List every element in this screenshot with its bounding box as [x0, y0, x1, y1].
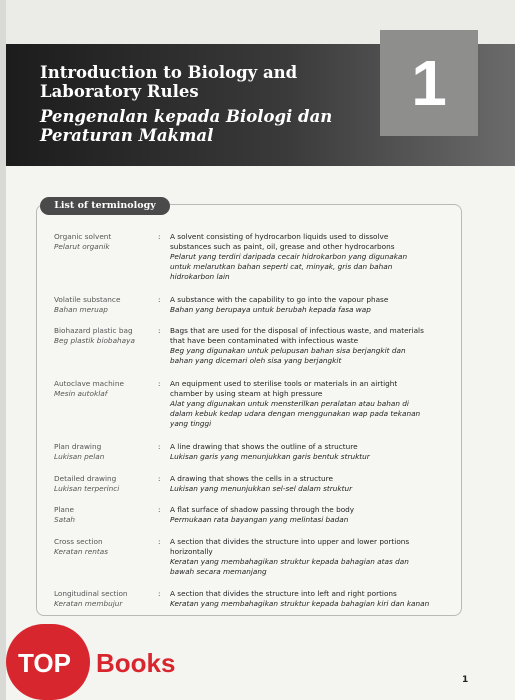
- definition-malay-line: dalam kebuk kedap udara dengan menggunakan wap pada tekanan: [170, 409, 421, 418]
- definition-malay-line: untuk melarutkan bahan seperti cat, minyak, gris dan bahan: [170, 262, 393, 271]
- textbook-page: [6, 0, 515, 700]
- term-english: Plane: [54, 505, 75, 514]
- term-colon: :: [158, 442, 161, 451]
- term-malay: Pelarut organik: [54, 242, 110, 251]
- title-en-line-2: Laboratory Rules: [40, 82, 199, 101]
- term-label: [54, 379, 124, 399]
- term-malay: Keratan rentas: [54, 547, 109, 556]
- term-english: Autoclave machine: [54, 379, 124, 388]
- term-english: Cross section: [54, 537, 103, 546]
- definition-english-line: A drawing that shows the cells in a structure: [170, 474, 333, 483]
- terminology-heading: List of terminology: [40, 197, 170, 215]
- term-colon: :: [158, 379, 161, 388]
- definition-english-line: A substance with the capability to go into the vapour phase: [170, 295, 389, 304]
- chapter-number-box: [380, 30, 478, 136]
- definition-malay-line: Keratan yang membahagikan struktur kepada bahagian kiri dan kanan: [170, 599, 430, 608]
- definition-english-line: that have been contaminated with infectious waste: [170, 336, 359, 345]
- term-definition: [170, 589, 454, 609]
- term-colon: :: [158, 232, 161, 241]
- term-definition: [170, 232, 454, 282]
- svg-text:TOP: TOP: [18, 648, 71, 678]
- chapter-title-english: [40, 63, 297, 101]
- title-en-line-1: Introduction to Biology and: [40, 63, 298, 82]
- term-label: [54, 442, 104, 462]
- definition-english-line: An equipment used to sterilise tools or materials in an airtight: [170, 379, 398, 388]
- chapter-title-malay: [40, 107, 332, 145]
- term-colon: :: [158, 505, 161, 514]
- definition-english-line: A line drawing that shows the outline of a structure: [170, 442, 358, 451]
- definition-malay-line: Pelarut yang terdiri daripada cecair hidrokarbon yang digunakan: [170, 252, 408, 261]
- term-malay: Keratan membujur: [54, 599, 123, 608]
- definition-malay-line: Beg yang digunakan untuk pelupusan bahan sisa berjangkit dan: [170, 346, 406, 355]
- definition-english-line: A flat surface of shadow passing through the body: [170, 505, 355, 514]
- definition-malay-line: yang tinggi: [170, 419, 212, 428]
- term-definition: [170, 442, 454, 462]
- title-my-line-1: Pengenalan kepada Biologi dan: [40, 107, 333, 126]
- term-label: [54, 326, 135, 346]
- term-english: Detailed drawing: [54, 474, 117, 483]
- term-malay: Mesin autoklaf: [54, 389, 108, 398]
- term-english: Biohazard plastic bag: [54, 326, 133, 335]
- definition-english-line: horizontally: [170, 547, 213, 556]
- definition-english-line: chamber by using steam at high pressure: [170, 389, 323, 398]
- term-colon: :: [158, 589, 161, 598]
- definition-malay-line: hidrokarbon lain: [170, 272, 230, 281]
- page-number: 1: [462, 675, 469, 685]
- term-malay: Lukisan terperinci: [54, 484, 120, 493]
- term-label: [54, 505, 75, 525]
- definition-malay-line: Alat yang digunakan untuk mensterilkan peralatan atau bahan di: [170, 399, 409, 408]
- title-my-line-2: Peraturan Makmal: [40, 126, 214, 145]
- definition-malay-line: Permukaan rata bayangan yang melintasi badan: [170, 515, 349, 524]
- term-definition: [170, 379, 454, 429]
- term-definition: [170, 295, 454, 315]
- definition-malay-line: bahan yang dicemari oleh sisa yang berjangkit: [170, 356, 342, 365]
- term-english: Longitudinal section: [54, 589, 128, 598]
- definition-malay-line: Bahan yang berupaya untuk berubah kepada fasa wap: [170, 305, 371, 314]
- term-definition: [170, 326, 454, 366]
- definition-malay-line: Keratan yang membahagikan struktur kepada bahagian atas dan: [170, 557, 409, 566]
- term-definition: [170, 474, 454, 494]
- term-malay: Beg plastik biobahaya: [54, 336, 135, 345]
- svg-text:Books: Books: [96, 648, 176, 678]
- definition-english-line: A section that divides the structure into upper and lower portions: [170, 537, 410, 546]
- term-label: [54, 295, 120, 315]
- definition-english-line: A solvent consisting of hydrocarbon liquids used to dissolve: [170, 232, 389, 241]
- term-malay: Bahan meruap: [54, 305, 108, 314]
- term-label: [54, 474, 119, 494]
- chapter-number: 1: [411, 47, 447, 119]
- term-label: [54, 232, 111, 252]
- definition-malay-line: Lukisan garis yang menunjukkan garis bentuk struktur: [170, 452, 370, 461]
- definition-malay-line: bawah secara memanjang: [170, 567, 267, 576]
- term-english: Plan drawing: [54, 442, 102, 451]
- term-definition: [170, 505, 454, 525]
- definition-english-line: Bags that are used for the disposal of infectious waste, and materials: [170, 326, 424, 335]
- term-colon: :: [158, 474, 161, 483]
- term-malay: Satah: [54, 515, 76, 524]
- term-label: [54, 537, 108, 557]
- term-colon: :: [158, 295, 161, 304]
- term-colon: :: [158, 326, 161, 335]
- term-label: [54, 589, 128, 609]
- term-malay: Lukisan pelan: [54, 452, 105, 461]
- term-english: Volatile substance: [54, 295, 121, 304]
- topbooks-logo: [6, 622, 206, 700]
- definition-english-line: A section that divides the structure into left and right portions: [170, 589, 397, 598]
- term-definition: [170, 537, 454, 577]
- term-colon: :: [158, 537, 161, 546]
- definition-english-line: substances such as paint, oil, grease and other hydrocarbons: [170, 242, 395, 251]
- definition-malay-line: Lukisan yang menunjukkan sel-sel dalam struktur: [170, 484, 353, 493]
- term-english: Organic solvent: [54, 232, 112, 241]
